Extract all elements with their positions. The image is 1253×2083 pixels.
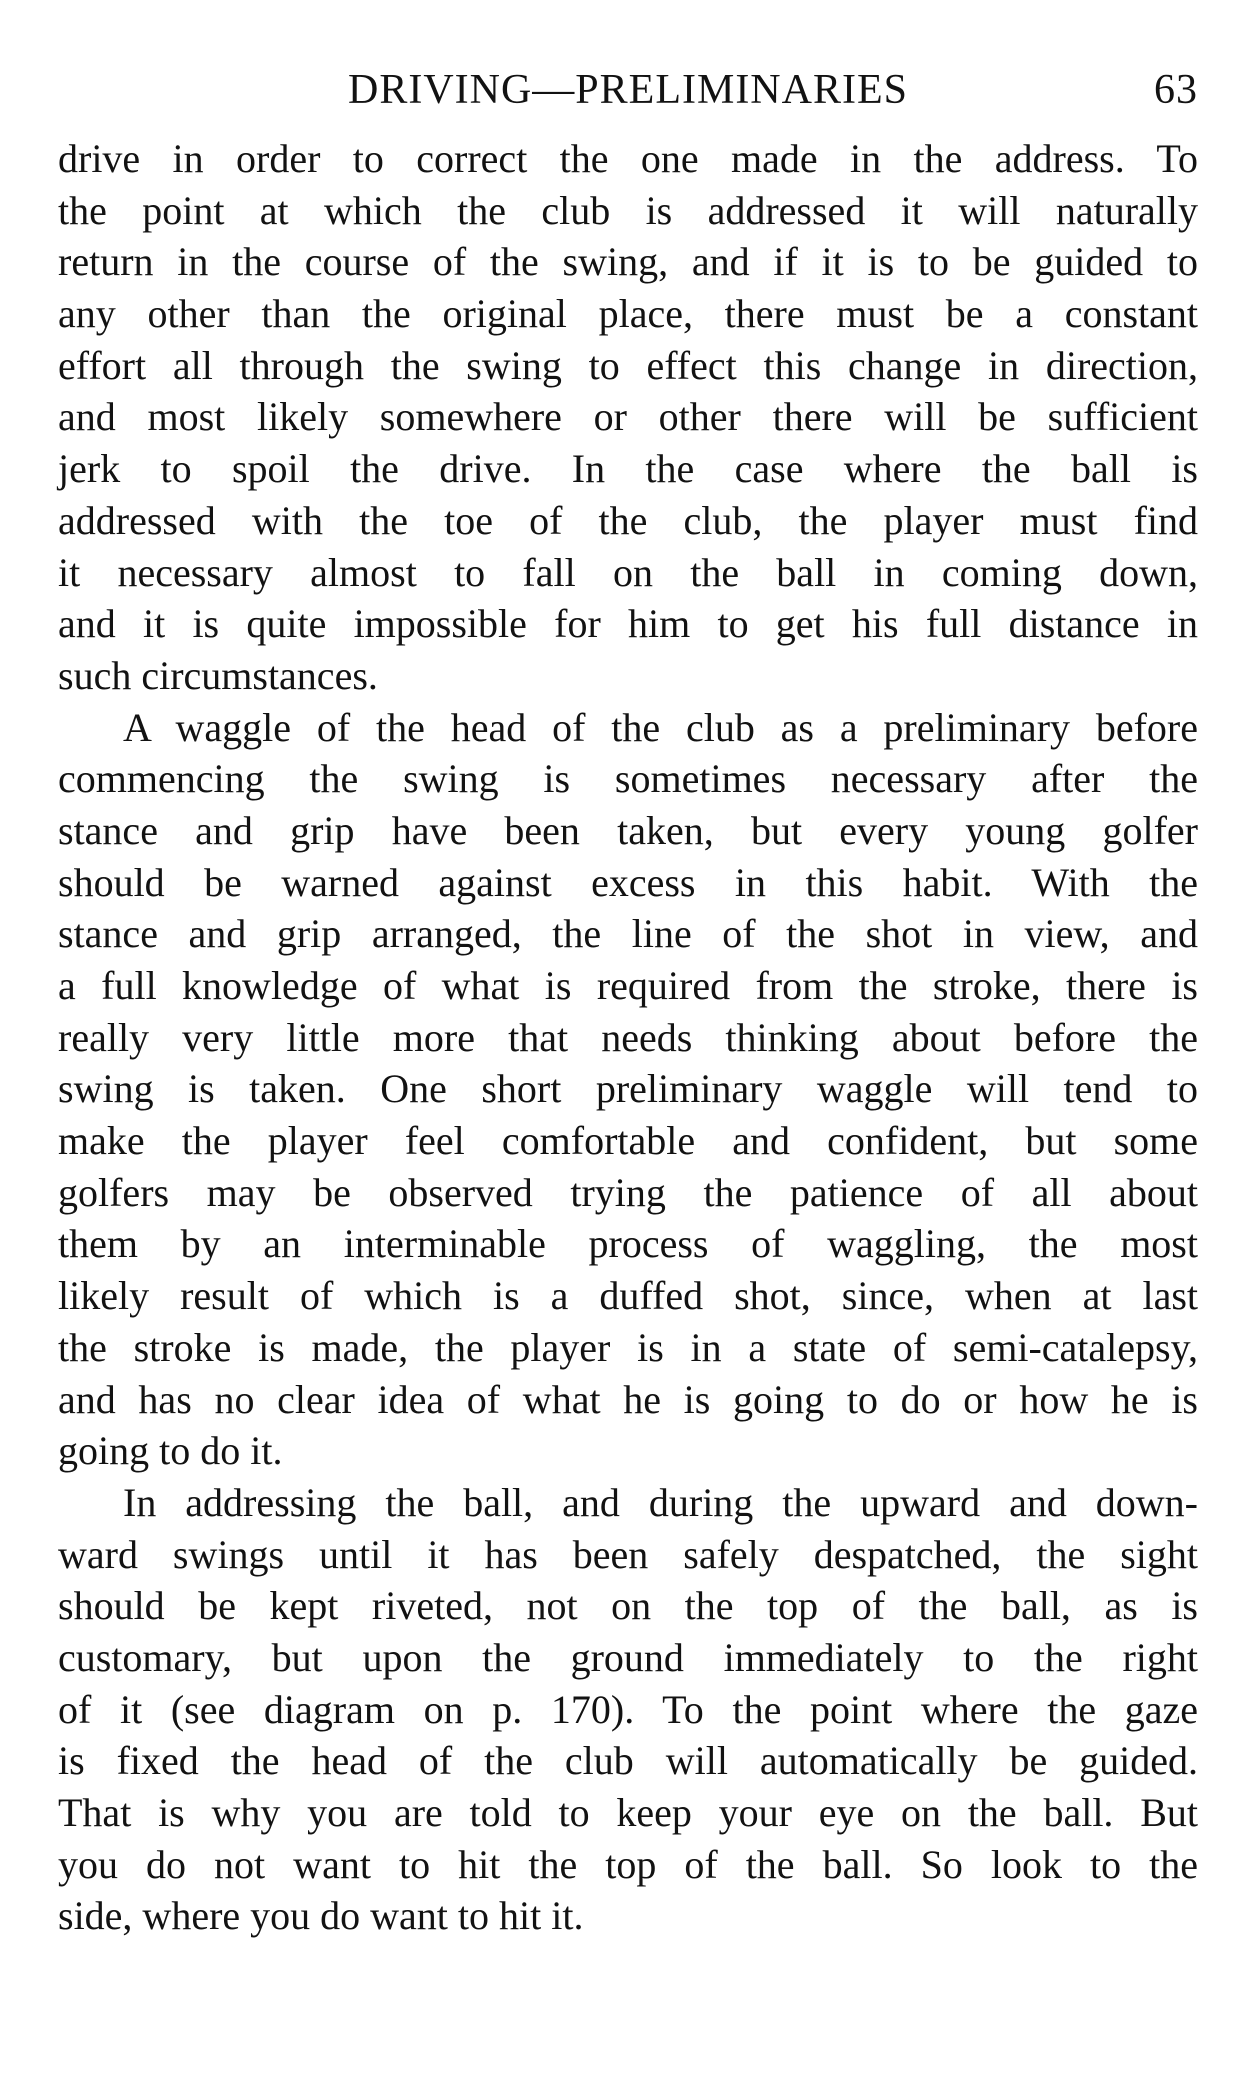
body-text [58,133,1198,1942]
text-line: them by an interminable process of waggling, the most [58,1221,1198,1267]
text-line: likely result of which is a duffed shot, since, when at last [58,1273,1198,1319]
text-line: and most likely somewhere or other there will be sufficient [58,394,1198,440]
page-number: 63 [1154,67,1198,113]
text-line: effort all through the swing to effect this change in direction, [58,342,1198,388]
paragraph [58,133,1198,702]
text-line: stance and grip arranged, the line of the shot in view, and [58,911,1198,957]
text-line: That is why you are told to keep your eye on the ball. But [58,1790,1198,1835]
text-line: should be warned against excess in this habit. With the [58,859,1198,905]
text-line: really very little more that needs thinking about before the [58,1014,1198,1060]
text-line: such circumstances. [58,652,378,698]
text-line: side, where you do want to hit it. [58,1893,584,1939]
text-line: drive in order to correct the one made in the address. To [58,136,1198,181]
text-line: is fixed the head of the club will automatically be guided. [58,1738,1198,1784]
text-line: addressed with the toe of the club, the player must find [58,497,1198,543]
text-line: golfers may be observed trying the patience of all about [58,1169,1198,1215]
text-line: and has no clear idea of what he is going to do or how he is [58,1376,1198,1422]
text-line: ward swings until it has been safely despatched, the sight [58,1531,1198,1577]
text-line: stance and grip have been taken, but every young golfer [58,807,1198,853]
text-line: of it (see diagram on p. 170). To the point where the gaze [58,1686,1198,1732]
text-line: a full knowledge of what is required from the stroke, there is [58,963,1198,1008]
text-line: commencing the swing is sometimes necessary after the [58,756,1198,802]
text-line: any other than the original place, there must be a constant [58,291,1198,337]
running-head [58,60,1198,120]
text-line: return in the course of the swing, and if it is to be guided to [58,239,1198,285]
running-title: DRIVING—PRELIMINARIES [348,67,908,113]
text-line: A waggle of the head of the club as a preliminary before [123,704,1198,750]
paragraph [58,1477,1198,1942]
text-line: customary, but upon the ground immediately to the right [58,1634,1198,1680]
text-line: the point at which the club is addressed it will naturally [58,187,1198,233]
text-line: going to do it. [58,1428,283,1474]
text-line: should be kept riveted, not on the top of the ball, as is [58,1583,1198,1629]
text-line: and it is quite impossible for him to get his full distance in [58,601,1198,647]
text-line: you do not want to hit the top of the ball. So look to the [58,1841,1198,1887]
text-line: swing is taken. One short preliminary waggle will tend to [58,1066,1198,1112]
text-line: jerk to spoil the drive. In the case where the ball is [58,446,1198,492]
text-line: In addressing the ball, and during the upward and down- [123,1479,1198,1525]
text-line: the stroke is made, the player is in a state of semi-catalepsy, [58,1324,1198,1370]
paragraph [58,702,1198,1477]
text-line: it necessary almost to fall on the ball in coming down, [58,549,1198,595]
text-line: make the player feel comfortable and confident, but some [58,1118,1198,1164]
